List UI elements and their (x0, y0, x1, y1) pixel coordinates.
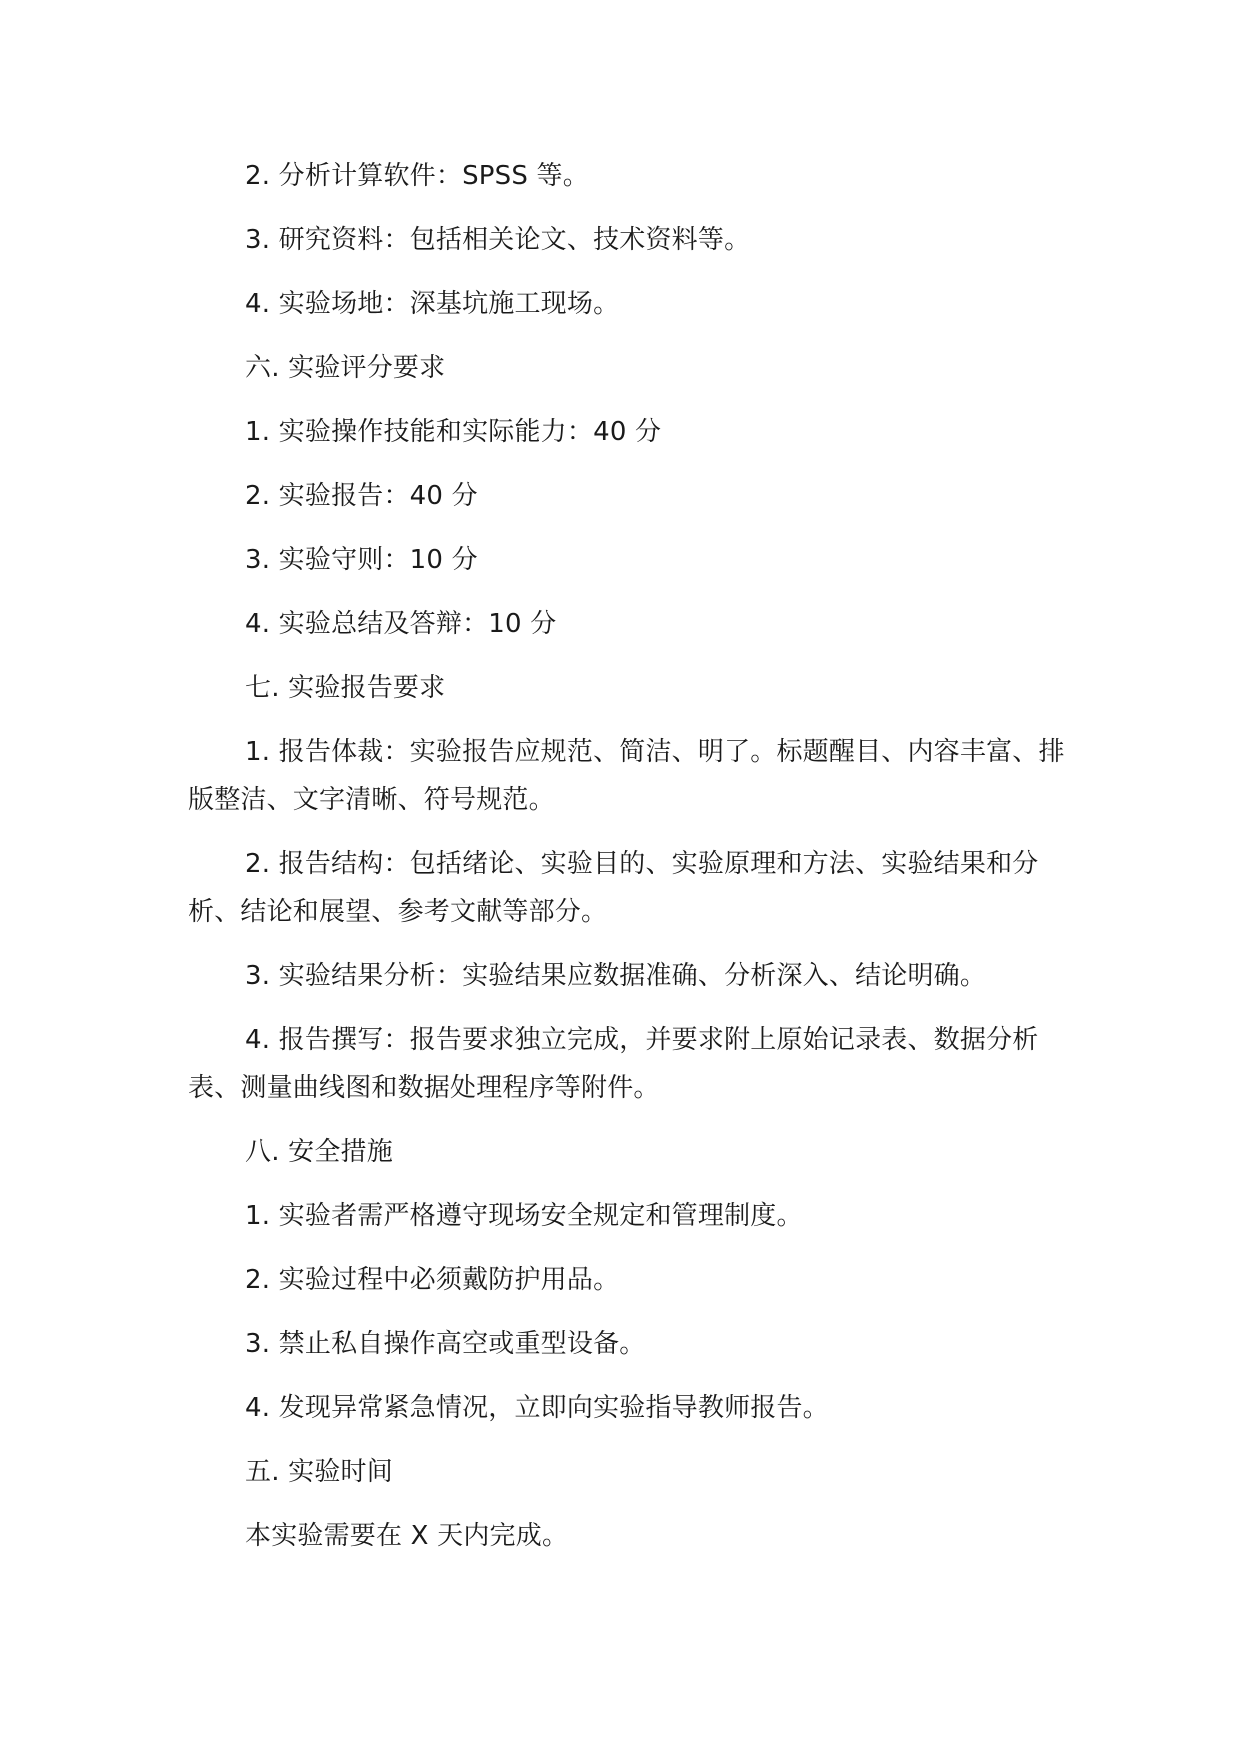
paragraph-safety-report: 4. 发现异常紧急情况，立即向实验指导教师报告。 (245, 1393, 829, 1423)
paragraph-score-report: 2. 实验报告：40 分 (245, 481, 478, 511)
paragraph-report-style: 1. 报告体裁：实验报告应规范、简洁、明了。标题醒目、内容丰富、排版整洁、文字清晰、符号规范。 (188, 737, 1065, 815)
paragraph-safety-rules: 1. 实验者需严格遵守现场安全规定和管理制度。 (245, 1201, 803, 1231)
section-heading-safety: 八. 安全措施 (245, 1137, 393, 1167)
paragraph-score-summary: 4. 实验总结及答辩：10 分 (245, 609, 557, 639)
paragraph-time: 本实验需要在 X 天内完成。 (245, 1521, 569, 1551)
document-body (188, 152, 1068, 1560)
paragraph-safety-equipment: 3. 禁止私自操作高空或重型设备。 (245, 1329, 646, 1359)
section-heading-scoring: 六. 实验评分要求 (245, 353, 446, 383)
paragraph-score-rules: 3. 实验守则：10 分 (245, 545, 478, 575)
paragraph-site: 4. 实验场地：深基坑施工现场。 (245, 289, 620, 319)
paragraph-result-analysis: 3. 实验结果分析：实验结果应数据准确、分析深入、结论明确。 (245, 961, 987, 991)
paragraph-report-writing: 4. 报告撰写：报告要求独立完成，并要求附上原始记录表、数据分析表、测量曲线图和数据处理程序等附件。 (188, 1025, 1039, 1103)
section-heading-time: 五. 实验时间 (245, 1457, 393, 1487)
section-heading-report: 七. 实验报告要求 (245, 673, 446, 703)
paragraph-software: 2. 分析计算软件：SPSS 等。 (245, 161, 589, 191)
paragraph-report-structure: 2. 报告结构：包括绪论、实验目的、实验原理和方法、实验结果和分析、结论和展望、参考文献等部分。 (188, 849, 1039, 927)
paragraph-score-skills: 1. 实验操作技能和实际能力：40 分 (245, 417, 662, 447)
paragraph-research-materials: 3. 研究资料：包括相关论文、技术资料等。 (245, 225, 751, 255)
paragraph-safety-gear: 2. 实验过程中必须戴防护用品。 (245, 1265, 620, 1295)
